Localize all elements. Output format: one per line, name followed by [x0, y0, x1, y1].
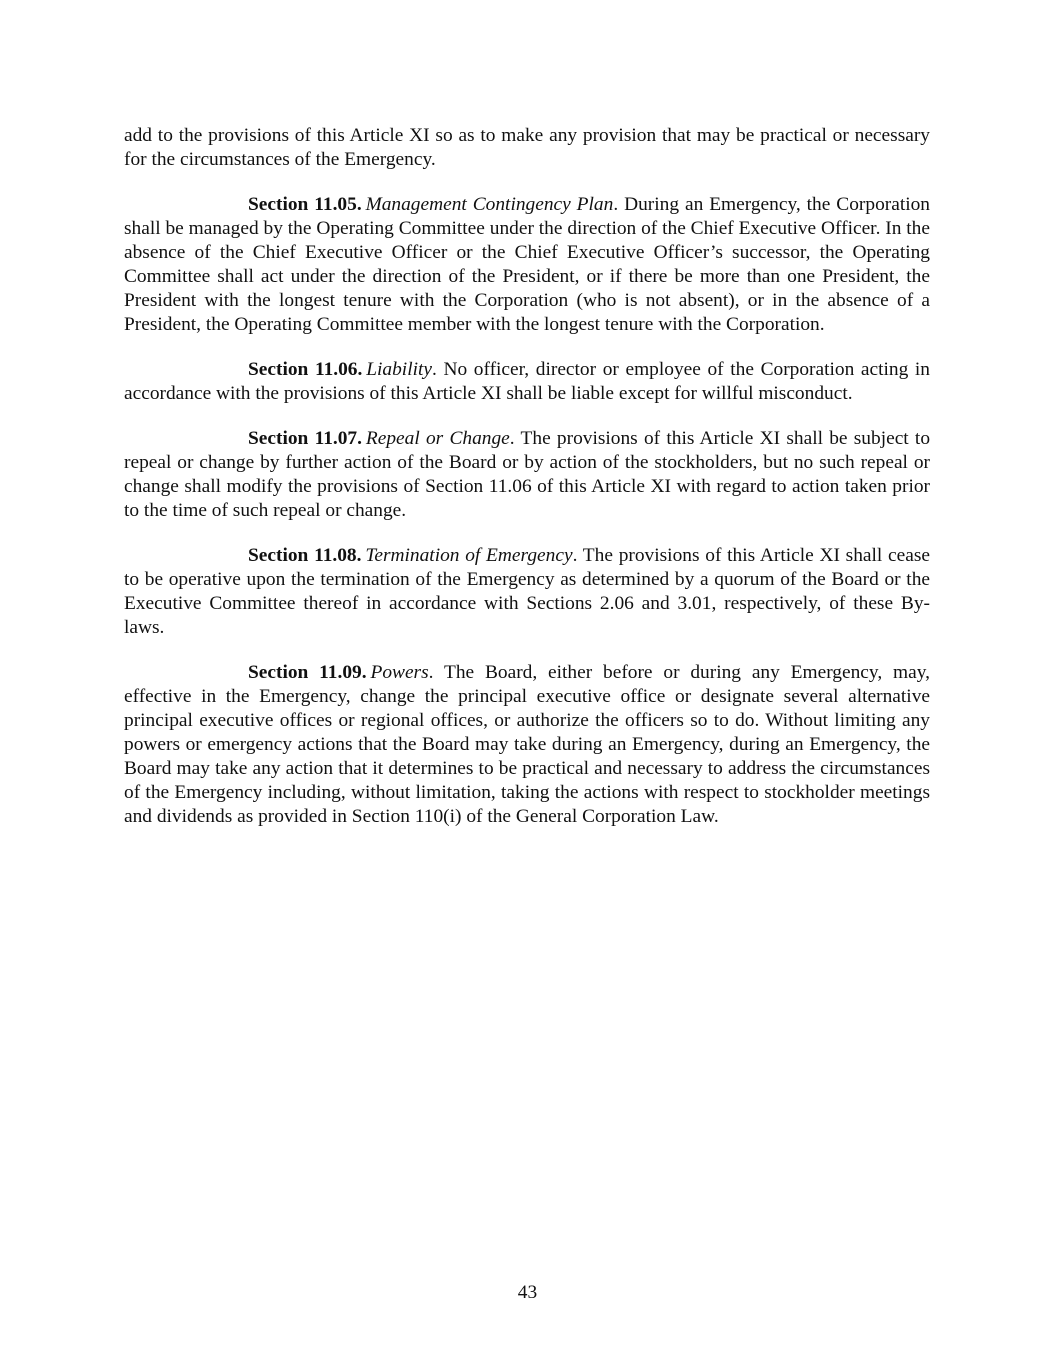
section-body: . During an Emergency, the Corporation shall be managed by the Operating Committee under the direction of the Chief Executive Officer. In the absence of the Chief Executive Officer or the Chief Executive Officer’s successor, the Operating Committee shall act under the direction of the President, or if there be more than one President, the President with the longest tenure with the Corporation (who is not absent), or in the absence of a President, the Operating Committee member with the longest tenure with the Corporation.: [124, 194, 931, 335]
section-number: Section 11.05.: [248, 194, 362, 215]
section-11-06-paragraph: [124, 358, 930, 406]
section-body: . The provisions of this Article XI shall cease to be operative upon the termination of the Emergency as determined by a quorum of the Board or the Executive Committee thereof in accordance with Sections 2.06 and 3.01, respectively, of these By-laws.: [124, 545, 931, 638]
section-body: . No officer, director or employee of the Corporation acting in accordance with the provisions of this Article XI shall be liable except for willful misconduct.: [124, 359, 930, 404]
document-page: [124, 124, 930, 850]
section-11-07-paragraph: [124, 427, 930, 523]
section-number: Section 11.08.: [248, 545, 362, 566]
section-title: Termination of Emergency: [365, 545, 573, 566]
continuation-paragraph: add to the provisions of this Article XI so as to make any provision that may be practical or necessary for the circumstances of the Emergency.: [124, 125, 930, 170]
section-body: . The provisions of this Article XI shall be subject to repeal or change by further action of the Board or by action of the stockholders, but no such repeal or change shall modify the provisions of Section 11.06 of this Article XI with regard to action taken prior to the time of such repeal or change.: [124, 428, 931, 521]
section-title: Liability: [366, 359, 432, 380]
section-title: Powers: [370, 662, 429, 683]
section-11-05-paragraph: [124, 193, 930, 337]
section-title: Repeal or Change: [365, 428, 510, 449]
section-title: Management Contingency Plan: [365, 194, 614, 215]
page-number: 43: [517, 1282, 538, 1303]
section-11-08-paragraph: [124, 544, 930, 640]
section-body: . The Board, either before or during any Emergency, may, effective in the Emergency, change the principal executive office or designate several alternative principal executive offices or regional offices, or authorize the officers so to do. Without limiting any powers or emergency actions that the Board may take during an Emergency, during an Emergency, the Board may take any action that it determines to be practical and necessary to address the circumstances of the Emergency including, without limitation, taking the actions with respect to stockholder meetings and dividends as provided in Section 110(i) of the General Corporation Law.: [124, 662, 930, 827]
section-number: Section 11.09.: [248, 662, 367, 683]
section-number: Section 11.07.: [248, 428, 362, 449]
section-number: Section 11.06.: [248, 359, 363, 380]
section-11-09-paragraph: [124, 661, 930, 829]
